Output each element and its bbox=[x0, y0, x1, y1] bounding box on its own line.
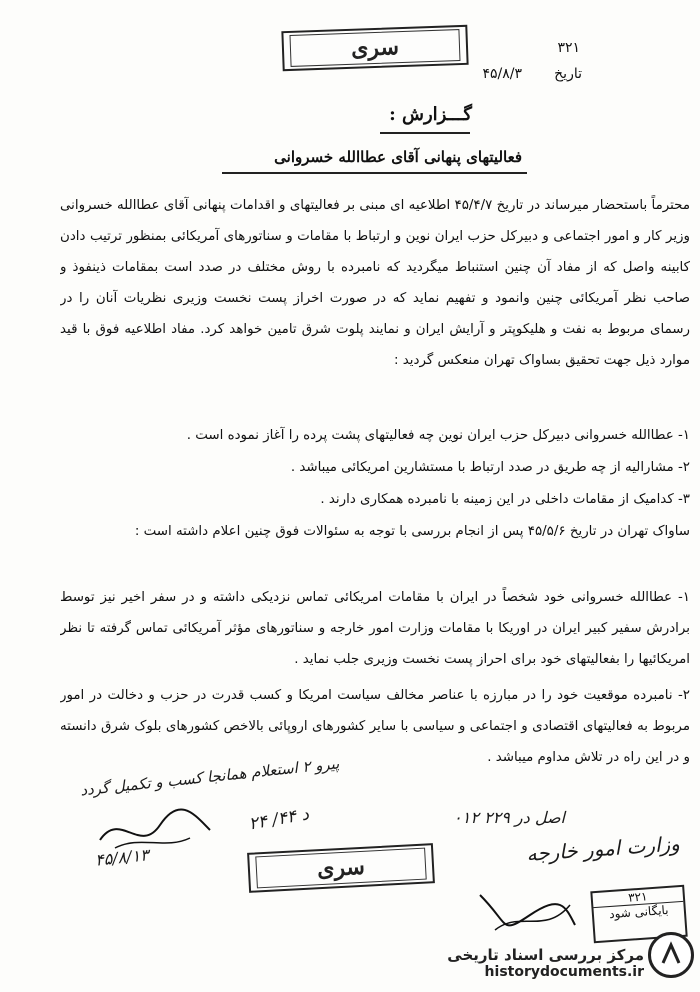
handwritten-ministry-line: وزارت امور خارجه bbox=[525, 831, 681, 866]
handwritten-action-line: اصل در ۲۲۹ ۰۱۲ bbox=[453, 808, 565, 827]
watermark-url: historydocuments.ir bbox=[484, 964, 644, 980]
archive-stamp-number: ۳۲۱ bbox=[592, 887, 683, 908]
document-title-underline bbox=[222, 172, 527, 174]
confidential-stamp-bottom bbox=[247, 843, 435, 893]
archive-stamp-text: بایگانی شود bbox=[608, 902, 669, 922]
response-item-2: ۲- نامبرده موقعیت خود را در مبارزه با عناصر مخالف سیاست امریکا و کسب قدرت در حزب و دخالت در امور مربوط به فعالیتهای اقتصادی و اجتماعی و سیاسی با سایر کشورهای اروپائی بالاخص کشورهای بلوک شرق دانسته و در این راه در تلاش مداوم میباشد . bbox=[60, 688, 690, 765]
handwritten-date-left: ۴۵/۸/۱۳ bbox=[94, 845, 150, 870]
archive-logo-glyph bbox=[651, 935, 691, 975]
file-number: ۳۲۱ bbox=[557, 40, 580, 56]
handwritten-signature-left: د ۴۴/ ۲۴ bbox=[247, 804, 311, 835]
inquiry-item-2: ۲- مشارالیه از چه طریق در صدد ارتباط با مستشارین امریکائی میباشد . bbox=[290, 460, 690, 475]
report-heading: گـــزارش : bbox=[389, 104, 472, 125]
inquiry-item-3: ۳- کدامیک از مقامات داخلی در این زمینه با نامبرده همکاری دارند . bbox=[320, 492, 690, 507]
confidential-stamp-top bbox=[281, 25, 468, 71]
date-label: تاریخ bbox=[554, 66, 582, 82]
body-paragraph-intro: محترماً باستحضار میرساند در تاریخ ۴۵/۴/۷ اطلاعیه ای مبنی بر فعالیتهای و اقدامات پنهانی آقای عطاالله خسروانی وزیر کار و امور اجتماعی و دبیرکل حزب ایران نوین و ارتباط با مقامات و سناتورهای آمریکائی بمنظور ترتیب دادن کابینه واصل که از مفاد آن چنین استنباط میگردید که نامبرده با روش مختلف در صدد است بمقامات ذینفوذ و صاحب نظر آمریکائی چنین وانمود و تفهیم نماید که در صورت اخراز پست نخست وزیری نظریات آنان را در رسمای مربوط به نفت و هلیکوپتر و آرایش ایران و نمایند پلوت شرق تامین خواهد کرد. مفاد اطلاعیه فوق با قید موارد ذیل جهت تحقیق بساواک تهران منعکس گردید : bbox=[60, 198, 690, 368]
handwritten-note-line: پیرو ۲ استعلام همانجا کسب و تکمیل گردد bbox=[79, 754, 341, 800]
confidential-stamp-bottom-text: سری bbox=[255, 848, 426, 889]
archive-logo-icon bbox=[648, 932, 694, 978]
signature-scribble-left bbox=[95, 800, 215, 860]
report-heading-underline bbox=[380, 132, 470, 134]
watermark-title: مرکز بررسی اسناد تاریخی bbox=[447, 946, 644, 964]
signature-scribble-right bbox=[470, 885, 580, 940]
date-value: ۴۵/۸/۳ bbox=[482, 66, 522, 82]
response-item-1: ۱- عطاالله خسروانی خود شخصاً در ایران با مقامات امریکائی تماس نزدیکی داشته و در سفر اخیر نیز توسط برادرش سفیر کبیر ایران در اوریکا با مقامات وزارت امور خارجه و سناتورهای مؤثر آمریکائی تماس گرفته تا نظر امریکائیها را بفعالیتهای خود برای احراز پست نخست وزیری جلب نماید . bbox=[60, 590, 690, 667]
inquiry-item-1: ۱- عطاالله خسروانی دبیرکل حزب ایران نوین چه فعالیتهای پشت پرده را آغاز نموده است . bbox=[186, 428, 690, 443]
watermark bbox=[447, 946, 644, 980]
document-title: فعالیتهای پنهانی آقای عطاالله خسروانی bbox=[274, 148, 522, 166]
savak-response-intro: ساواک تهران در تاریخ ۴۵/۵/۶ پس از انجام بررسی با توجه به سئوالات فوق چنین اعلام داشته است : bbox=[134, 524, 690, 539]
confidential-stamp-top-text: سری bbox=[289, 29, 460, 67]
